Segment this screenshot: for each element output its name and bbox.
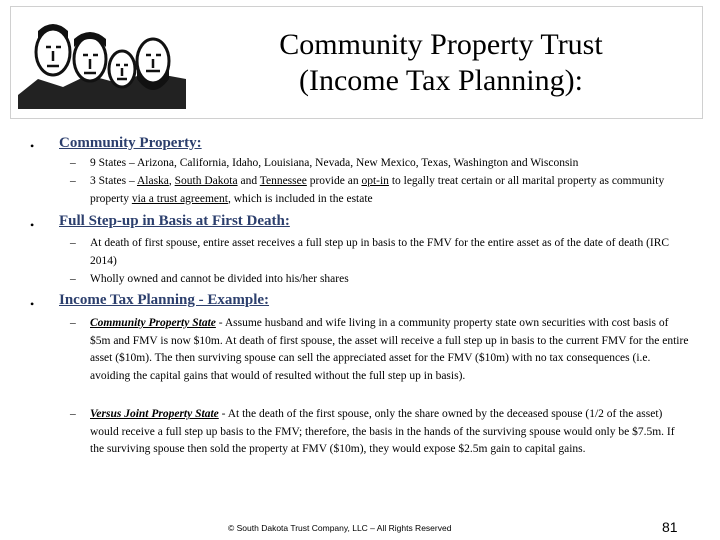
bullet: • — [30, 218, 35, 232]
dash: – — [70, 317, 76, 329]
text-fragment: provide an — [306, 175, 362, 187]
dash: – — [70, 175, 76, 187]
link-alaska: Alaska — [136, 175, 169, 187]
bullet: • — [30, 297, 35, 311]
footer-copyright: © South Dakota Trust Company, LLC – All Rights Reserved — [228, 523, 452, 533]
text-fragment: , which is included in the estate — [227, 192, 373, 205]
item-text: 9 States – Arizona, California, Idaho, Louisiana, Nevada, New Mexico, Texas, Washington and Wisconsin — [90, 157, 579, 169]
list-item — [70, 315, 690, 385]
link-via-trust-agreement: via a trust agreement — [131, 192, 228, 205]
text-fragment: - At the death of the first spouse, only the share owned by the deceased spouse (1/2 of the asset) would receive a full step up basis to the FMV; therefore, the basis in the hands of the surviving spouse would only be $7.5m. If the surviving spouse then sold the property at FMV ($10m), they would expose $2.5m gain to capital gains. — [90, 408, 675, 455]
bullet: • — [30, 139, 35, 153]
list-item — [70, 155, 690, 173]
list-item — [70, 271, 690, 289]
item-text — [90, 173, 690, 208]
heading-community-property: Community Property: — [59, 135, 202, 151]
page-number: 81 — [662, 519, 678, 535]
text-fragment: , — [168, 175, 175, 187]
item-text — [90, 406, 690, 459]
title-line-2: (Income Tax Planning): — [299, 64, 583, 97]
title-box — [10, 6, 703, 119]
heading-income-tax-planning: Income Tax Planning - Example: — [59, 292, 270, 308]
list-item — [70, 406, 690, 459]
item-text — [90, 315, 690, 385]
label-community-property-state: Community Property State — [90, 317, 216, 329]
dash: – — [70, 273, 76, 285]
label-joint-property-state: Versus Joint Property State — [90, 408, 219, 420]
dash: – — [70, 237, 76, 249]
item-text: At death of first spouse, entire asset receives a full step up in basis to the FMV for the entire asset as of the date of death (IRC 2014) — [90, 237, 670, 267]
item-text: Wholly owned and cannot be divided into his/her shares — [90, 273, 349, 285]
heading-full-step-up: Full Step-up in Basis at First Death: — [59, 213, 290, 229]
list-item — [70, 173, 690, 208]
dash: – — [70, 157, 76, 169]
text-fragment: to legally treat certain or all marital property as community property — [90, 175, 665, 205]
text-fragment: 3 States – — [90, 175, 137, 187]
link-opt-in: opt-in — [361, 175, 389, 187]
link-tennessee: Tennessee — [259, 175, 307, 187]
link-south-dakota: South Dakota — [174, 175, 238, 187]
list-item — [70, 235, 690, 270]
mount-rushmore-logo — [18, 17, 186, 109]
title-line-1: Community Property Trust — [279, 28, 603, 61]
text-fragment: and — [237, 175, 260, 187]
text-fragment: - Assume husband and wife living in a community property state own securities with cost basis of $5m and FMV is now $10m. At death of first spouse, the asset will receive a full step up in basis to the current FMV for the entire asset ($10m). The then surviving spouse can sell the appreciated asset for the FMV ($10m) with no tax consequences (i.e. avoiding the capital gains that would of resulted without the full step up in basis). — [90, 317, 689, 382]
dash: – — [70, 408, 76, 420]
slide-title — [201, 27, 681, 99]
